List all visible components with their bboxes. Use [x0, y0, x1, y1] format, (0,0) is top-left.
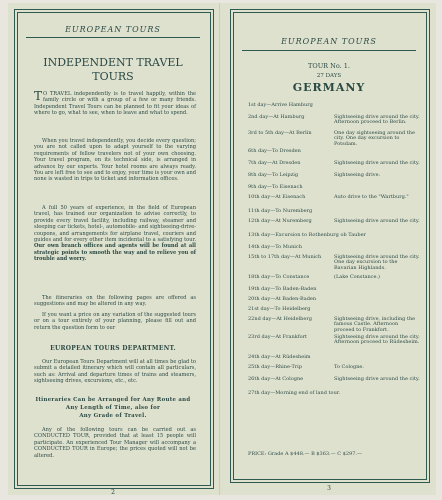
itinerary-note: One day sightseeing around the city. One day excursion to Potsdam.	[334, 130, 415, 147]
para-conducted: Any of the following tours can be carried out as CONDUCTED TOUR, provided that at least 15 people will participate. An experienced Tour Manager will accompany a CONDUCTED TOUR in Europe; the prices quoted will not be altered.	[34, 427, 196, 459]
para-experience-bold: Our own branch offices and agents will be found at all strategic points to smooth the way and to relieve you of trouble and worry.	[34, 243, 196, 263]
itinerary-day: 14th day—To Munich	[248, 244, 302, 250]
itinerary-day: 13th day—Excursion to Rothenburg ob Tauber	[248, 232, 366, 238]
right-header-rule	[242, 50, 416, 51]
itinerary-day: 6th day—To Dresden	[248, 148, 301, 154]
itinerary-day: 8th day—To Leipzig	[248, 172, 299, 178]
itinerary-note: Auto drive to the "Wartburg."	[334, 194, 409, 200]
para-experience	[34, 205, 196, 263]
left-page	[8, 3, 220, 495]
itinerary-day: 27th day—Morning end of land tour.	[248, 390, 341, 396]
itinerary-day: 19th day—To Baden-Baden	[248, 286, 317, 292]
para-itineraries: The itineraries on the following pages are offered as suggestions and may be altered in any way.	[34, 295, 196, 308]
tour-days: 27 DAYS	[316, 73, 342, 79]
para-intro	[34, 91, 196, 117]
price-line: PRICE: Grade A $448.— B $363.— C $297.—	[248, 451, 362, 457]
itinerary-day: 10th day—At Eisenach	[248, 194, 306, 200]
itinerary-note: Sightseeing drive around the city.	[334, 160, 420, 166]
para-price-request: If you want a price on any variation of the suggested tours or on a tour entirely of your planning, please fill out and return the question form to our	[34, 312, 196, 331]
itinerary-note: Sightseeing drive, including the famous Castle. Afternoon proceed to Frankfort.	[334, 316, 416, 333]
itinerary-day: 3rd to 5th day—At Berlin	[248, 130, 312, 136]
itinerary-day: 12th day—At Nuremberg	[248, 218, 312, 224]
brochure-spread	[8, 3, 436, 495]
para-experience-text: A full 50 years of experience, in the field of European travel, has trained our organization to advise correctly, to provide every travel facility, including railway, steamer and sleeping car tickets, hotel-, automobile- and sightseeing-drive-coupons, and arrangements for airplane travel, couriers and guides and for every other item incidental to a satisfying tour.	[34, 205, 196, 244]
itinerary-note: Sightseeing drive around the city.	[334, 376, 420, 382]
itinerary-day: 7th day—At Dresden	[248, 160, 301, 166]
itinerary-day: 15th to 17th day—At Munich	[248, 254, 322, 260]
itinerary-note: Sightseeing drive around the city. Afternoon proceed to Rüdesheim.	[334, 334, 420, 346]
itinerary-day: 23rd day—At Frankfort	[248, 334, 308, 340]
itinerary-note: Sightseeing drive.	[334, 172, 381, 178]
right-page	[222, 3, 436, 495]
right-header: EUROPEAN TOURS	[281, 37, 377, 46]
itinerary-day: 1st day—Arrive Hamburg	[248, 102, 313, 108]
itinerary-note: Sightseeing drive around the city.	[334, 218, 420, 224]
left-page-number: 2	[111, 489, 115, 496]
itinerary-day: 11th day—To Nuremberg	[248, 208, 313, 214]
left-header: EUROPEAN TOURS	[65, 25, 161, 34]
itinerary-day: 24th day—At Rüdesheim	[248, 354, 311, 360]
itinerary-note: Sightseeing drive around the city. Afternoon proceed to Berlin.	[334, 114, 420, 126]
itinerary-day: 25th day—Rhine-Trip	[248, 364, 302, 370]
itinerary-day: 2nd day—At Hamburg	[248, 114, 305, 120]
arrange-line3: Any Grade of Travel.	[79, 413, 147, 419]
arrange-line1: Itineraries Can be Arranged for Any Route and	[35, 397, 191, 403]
left-title-line2: TOURS	[92, 70, 134, 83]
itinerary-note: Sightseeing drive around the city. One day excursion to the Bavarian Highlands.	[334, 254, 420, 271]
itinerary-note: (Lake Constance.)	[334, 274, 380, 280]
para-intro-text: O TRAVEL independently is to travel happily, within the family circle or with a group of a few or many friends. Independent Travel Tours can be planned to fit your ideas of where to go, what to see, when to leave and what to spend.	[34, 91, 196, 117]
para-independent: When you travel independently, you decide every question; you are not called upon to adapt yourself to the varying requirements of fellow travelers not of your own choosing. Your travel program, on its technical side, is arranged in advance by our experts. Your hotel rooms are always ready. You are left free to see and to enjoy, your time is your own and none is wasted in trips to ticket and information offices.	[34, 138, 196, 183]
tour-country: GERMANY	[292, 81, 366, 94]
itinerary-day: 18th day—To Constance	[248, 274, 310, 280]
drop-cap: T	[34, 89, 43, 103]
dept-heading: EUROPEAN TOURS DEPARTMENT.	[50, 345, 176, 352]
itinerary-day: 22nd day—At Heidelberg	[248, 316, 312, 322]
itinerary-day: 26th day—At Cologne	[248, 376, 304, 382]
itinerary-day: 20th day—At Baden-Baden	[248, 296, 317, 302]
tour-number: TOUR No. 1.	[308, 62, 350, 70]
itinerary-day: 21st day—To Heidelberg	[248, 306, 311, 312]
itinerary-day: 9th day—To Eisenach	[248, 184, 303, 190]
itinerary-note: To Cologne.	[334, 364, 364, 370]
itinerary-list	[248, 103, 420, 443]
left-header-rule	[26, 37, 200, 38]
left-title-line1: INDEPENDENT TRAVEL	[43, 56, 183, 69]
para-department: Our European Tours Department will at all times be glad to submit a detailed itinerary which will contain all particulars, such as: Arrival and departure times of trains and steamers, sightseeing drives, excursions, etc., etc.	[34, 359, 196, 385]
arrange-line2: Any Length of Time, also for	[65, 405, 161, 411]
right-page-number: 3	[327, 485, 331, 492]
